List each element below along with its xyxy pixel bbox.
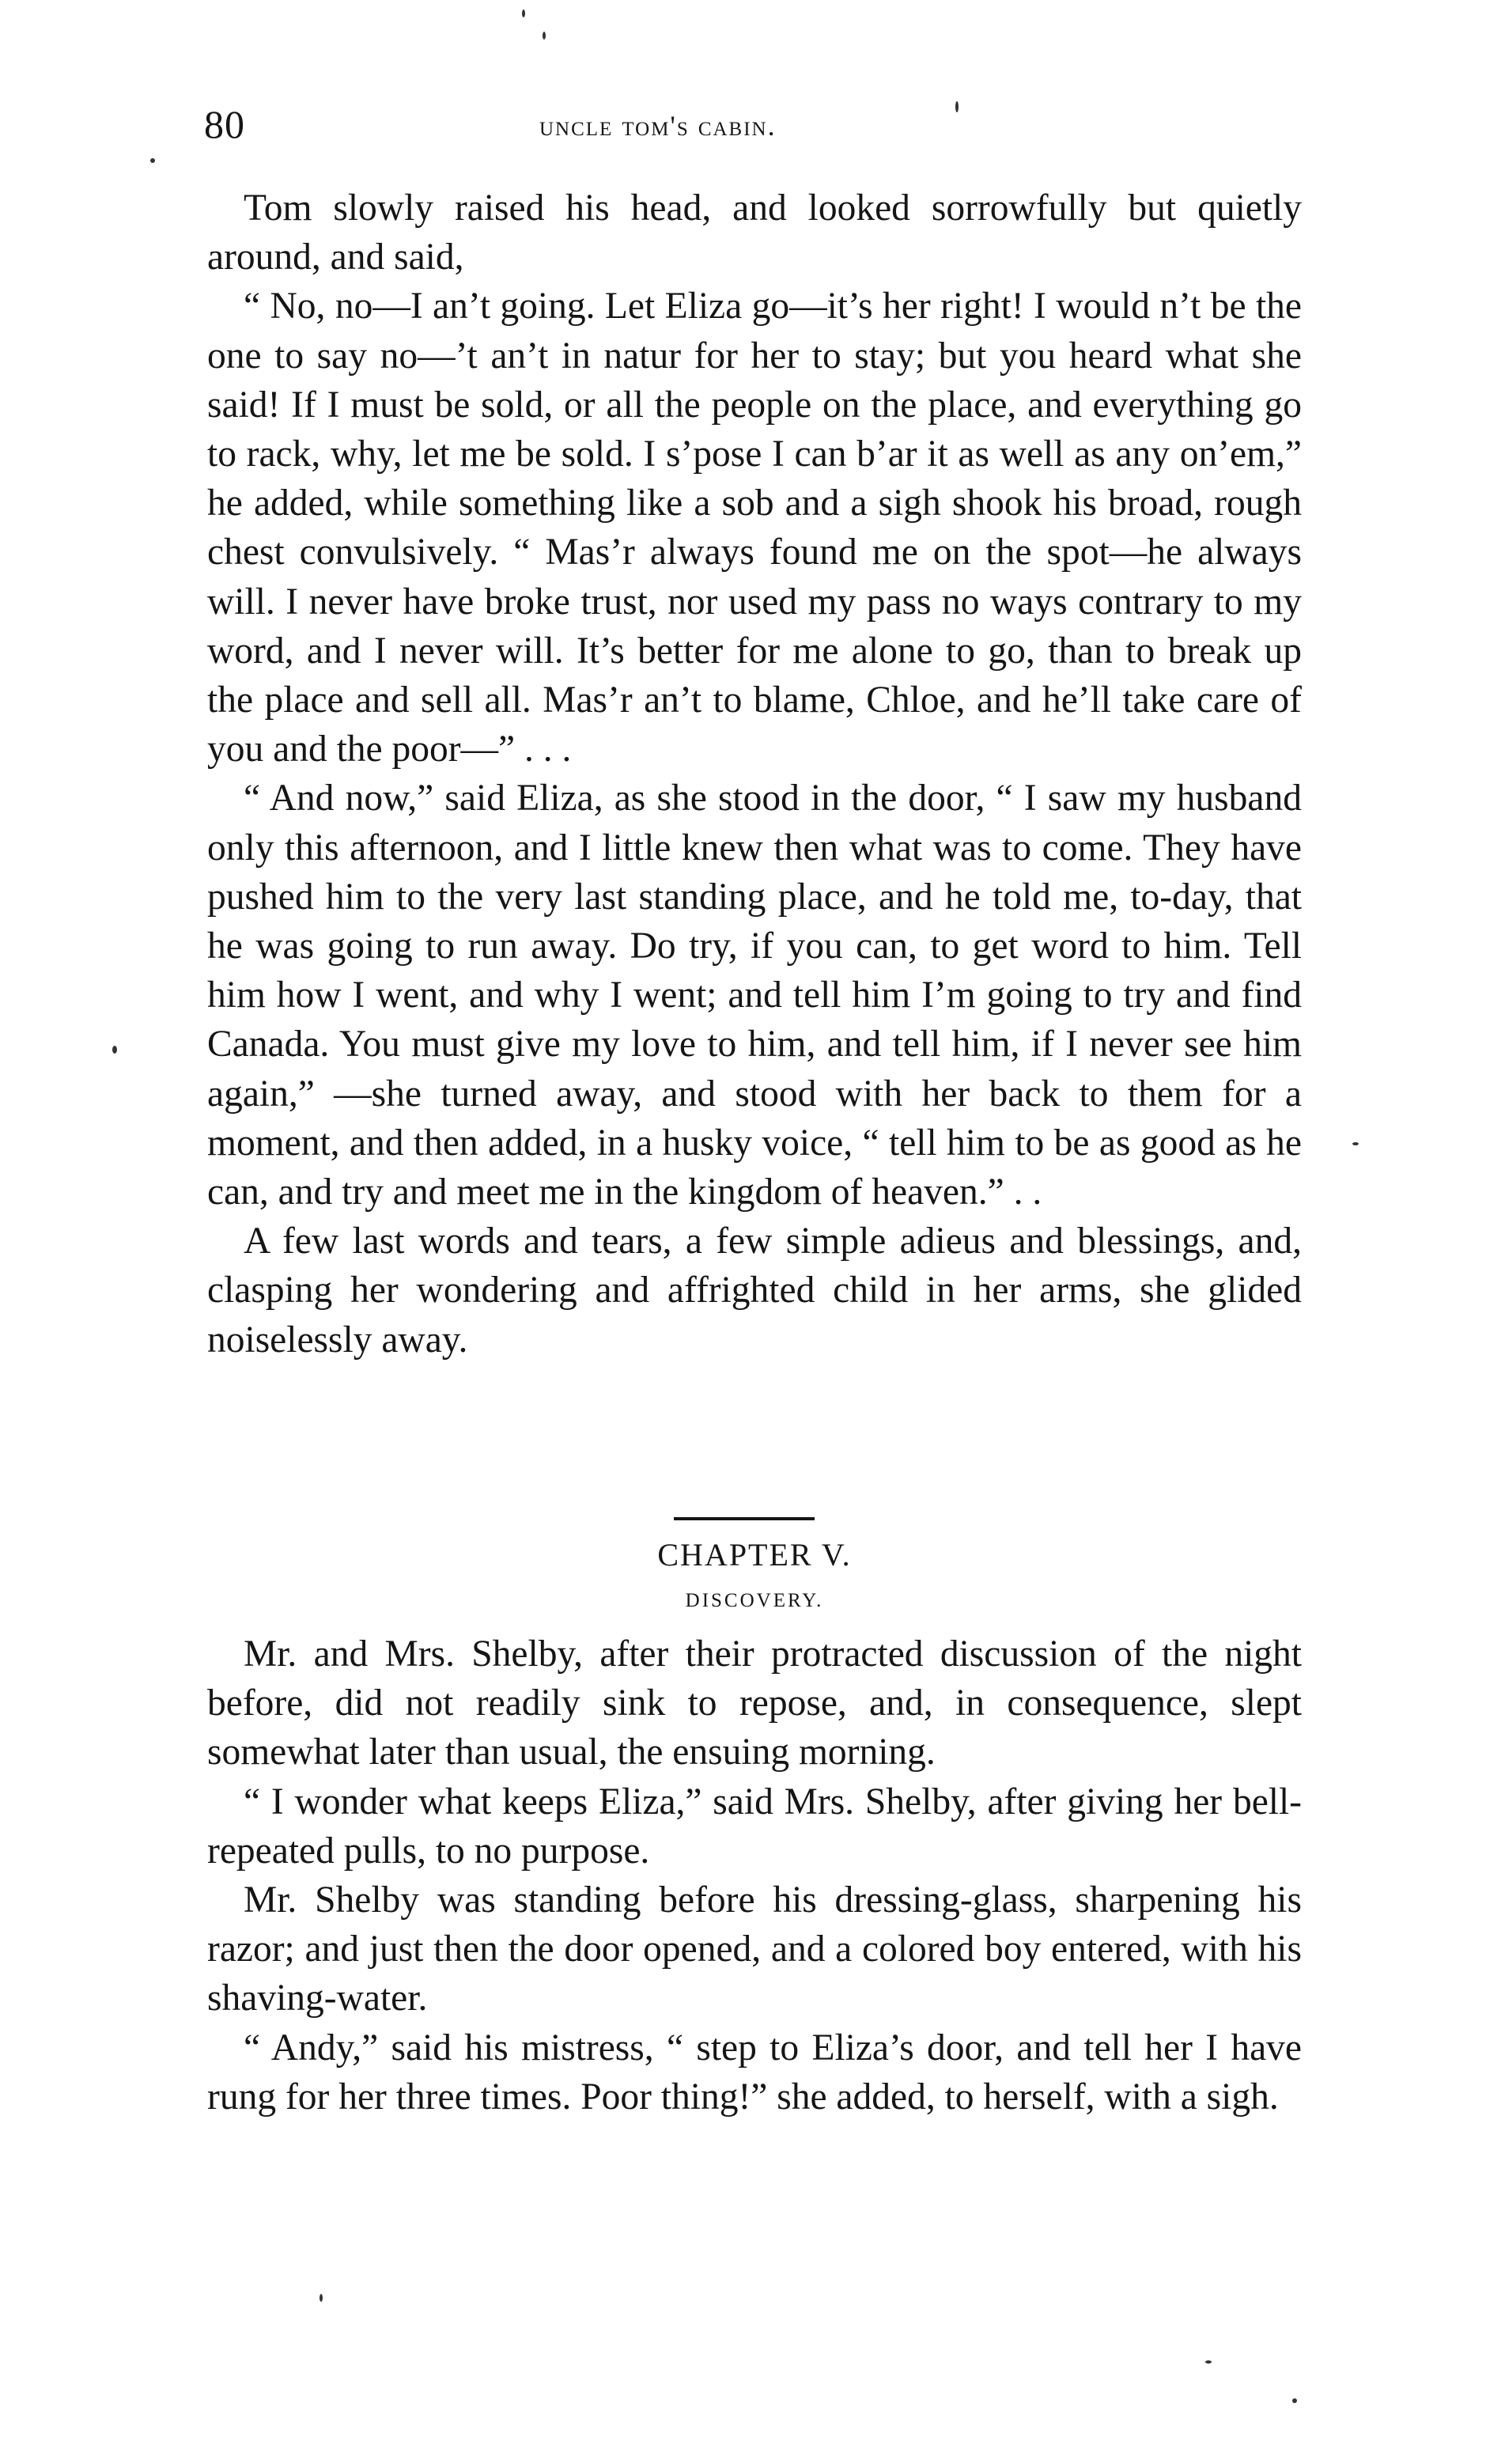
paragraph: Tom slowly raised his head, and looked sorrowfully but quietly around, and said, (207, 187, 1302, 278)
chapter-text (207, 1629, 1302, 2121)
paragraph: A few last words and tears, a few simple adieus and blessings, and, clasping her wondering and affrighted child in her arms, she glided noiselessly away. (207, 1221, 1302, 1361)
scan-speck (543, 32, 546, 40)
paragraph: “ I wonder what keeps Eliza,” said Mrs. Shelby, after giving her bell-repeated pulls, to no purpose. (207, 1781, 1302, 1872)
paragraph: “ Andy,” said his mistress, “ step to Eliza’s door, and tell her I have rung for her three times. Poor thing!” she added, to herself, with a sigh. (207, 2027, 1302, 2118)
scan-speck (1205, 2360, 1212, 2364)
scan-speck (522, 9, 525, 17)
running-title: uncle tom's cabin. (539, 110, 777, 142)
paragraph: Mr. and Mrs. Shelby, after their protracted discussion of the night before, did not readily sink to repose, and, in consequence, slept somewhat later than usual, the ensuing morning. (207, 1633, 1302, 1773)
running-head (204, 101, 1311, 149)
scan-speck (955, 101, 959, 112)
body-text (207, 184, 1302, 1364)
paragraph: Mr. Shelby was standing before his dressing-glass, sharpening his razor; and just then the door opened, and a colored boy entered, with his shaving-water. (207, 1879, 1302, 2019)
scan-speck (1352, 1142, 1359, 1145)
scan-speck (320, 2294, 323, 2302)
scan-speck (1292, 2398, 1297, 2403)
paragraph: “ No, no—I an’t going. Let Eliza go—it’s her right! I would n’t be the one to say no—’t an’t in natur for her to stay; but you heard what she said! If I must be sold, or all the people on the place, and everything go to rack, why, let me be sold. I s’pose I can b’ar it as well as any on’em,” he added, while something like a sob and a sigh shook his broad, rough chest convulsively. “ Mas’r always found me on the spot—he always will. I never have broke trust, nor used my pass no ways contrary to my word, and I never will. It’s better for me alone to go, than to break up the place and sell all. Mas’r an’t to blame, Chloe, and he’ll take care of you and the poor—” . . . (207, 286, 1302, 770)
scan-speck (112, 1046, 117, 1054)
page-number: 80 (204, 102, 245, 146)
scan-speck (150, 158, 155, 163)
chapter-divider-rule (674, 1517, 815, 1520)
chapter-subtitle: DISCOVERY. (685, 1590, 824, 1611)
paragraph: “ And now,” said Eliza, as she stood in the door, “ I saw my husband only this afternoon, and I little knew then what was to come. They have pushed him to the very last standing place, and he told me, to-day, that he was going to run away. Do try, if you can, to get word to him. Tell him how I went, and why I went; and tell him I’m going to try and find Canada. You must give my love to him, and tell him, if I never see him again,” —she turned away, and stood with her back to them for a moment, and then added, in a husky voice, “ tell him to be as good as he can, and try and meet me in the kingdom of heaven.” . . (207, 778, 1302, 1213)
chapter-heading: CHAPTER V. (657, 1537, 852, 1573)
